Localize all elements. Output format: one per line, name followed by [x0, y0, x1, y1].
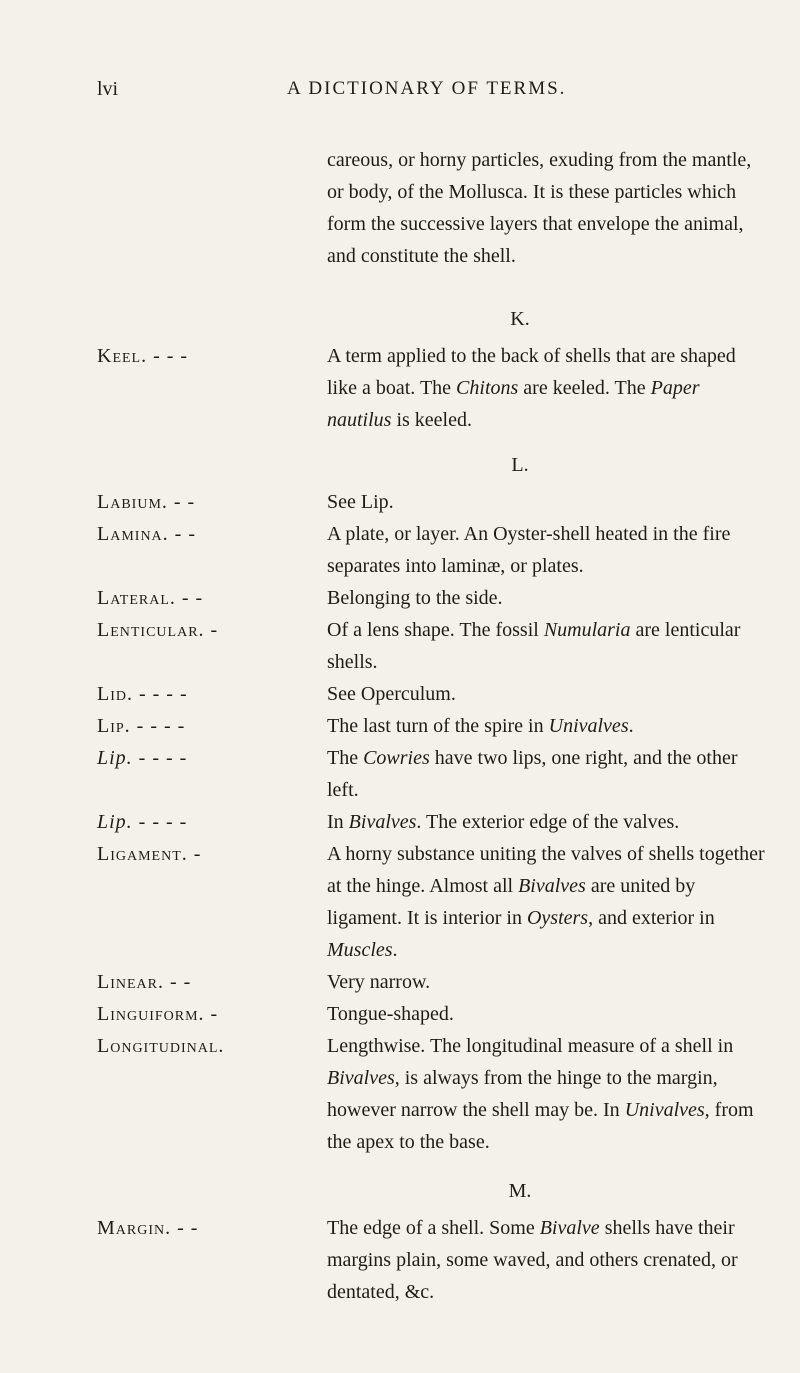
- entry-term: Keel. - - -: [97, 345, 189, 367]
- entry-term: Lenticular. -: [97, 619, 219, 641]
- entry-definition: The last turn of the spire in Univalves.: [327, 715, 634, 737]
- entry-term: Lip. - - - -: [97, 715, 186, 737]
- section-heading-m: M.: [508, 1180, 532, 1202]
- entry-term: Lid. - - - -: [97, 683, 188, 705]
- entry-definition: Very narrow.: [327, 971, 431, 993]
- section-heading-l: L.: [511, 454, 529, 476]
- intro-paragraph: [327, 144, 767, 272]
- entry-term: Linguiform. -: [97, 1003, 219, 1025]
- section-heading-k: K.: [510, 308, 530, 330]
- entry-definition: Lengthwise. The longitudinal measure of a shell in Bivalves, is always from the hinge to the margin, however narrow the shell may be. In Univalves, from the apex to the base.: [327, 1035, 754, 1153]
- entry-definition: Of a lens shape. The fossil Numularia are lenticular shells.: [327, 619, 741, 673]
- entry-term: Margin. - -: [97, 1217, 199, 1239]
- entry-definition: See Lip.: [327, 491, 394, 513]
- intro-text: careous, or horny particles, exuding from the mantle, or body, of the Mollusca. It is these particles which form the successive layers that envelope the animal, and constitute the shell.: [327, 149, 752, 267]
- entry-term: Lamina. - -: [97, 523, 196, 545]
- page-number: lvi: [97, 78, 119, 100]
- entry-definition: A horny substance uniting the valves of shells together at the hinge. Almost all Bivalves are united by ligament. It is interior in Oysters, and exterior in Muscles.: [327, 843, 765, 961]
- entry-term: Linear. - -: [97, 971, 192, 993]
- entry-term: Lateral. - -: [97, 587, 204, 609]
- entry-term: Ligament. -: [97, 843, 202, 865]
- entry-term: Lip. - - - -: [97, 747, 188, 769]
- entry-definition: A term applied to the back of shells that are shaped like a boat. The Chitons are keeled. The Paper nautilus is keeled.: [327, 345, 736, 431]
- entry-definition: The edge of a shell. Some Bivalve shells have their margins plain, some waved, and others crenated, or dentated, &c.: [327, 1217, 738, 1303]
- entry-definition: Tongue-shaped.: [327, 1003, 454, 1025]
- entry-definition: See Operculum.: [327, 683, 456, 705]
- page-header: [0, 78, 800, 108]
- entry-term: Lip. - - - -: [97, 811, 188, 833]
- entry-definition: The Cowries have two lips, one right, and the other left.: [327, 747, 738, 801]
- entry-definition: In Bivalves. The exterior edge of the valves.: [327, 811, 680, 833]
- entry-definition: Belonging to the side.: [327, 587, 503, 609]
- entry-definition: A plate, or layer. An Oyster-shell heated in the fire separates into laminæ, or plates.: [327, 523, 731, 577]
- entry-term: Labium. - -: [97, 491, 196, 513]
- running-head: A DICTIONARY OF TERMS.: [287, 78, 567, 99]
- entry-term: Longitudinal.: [97, 1035, 225, 1057]
